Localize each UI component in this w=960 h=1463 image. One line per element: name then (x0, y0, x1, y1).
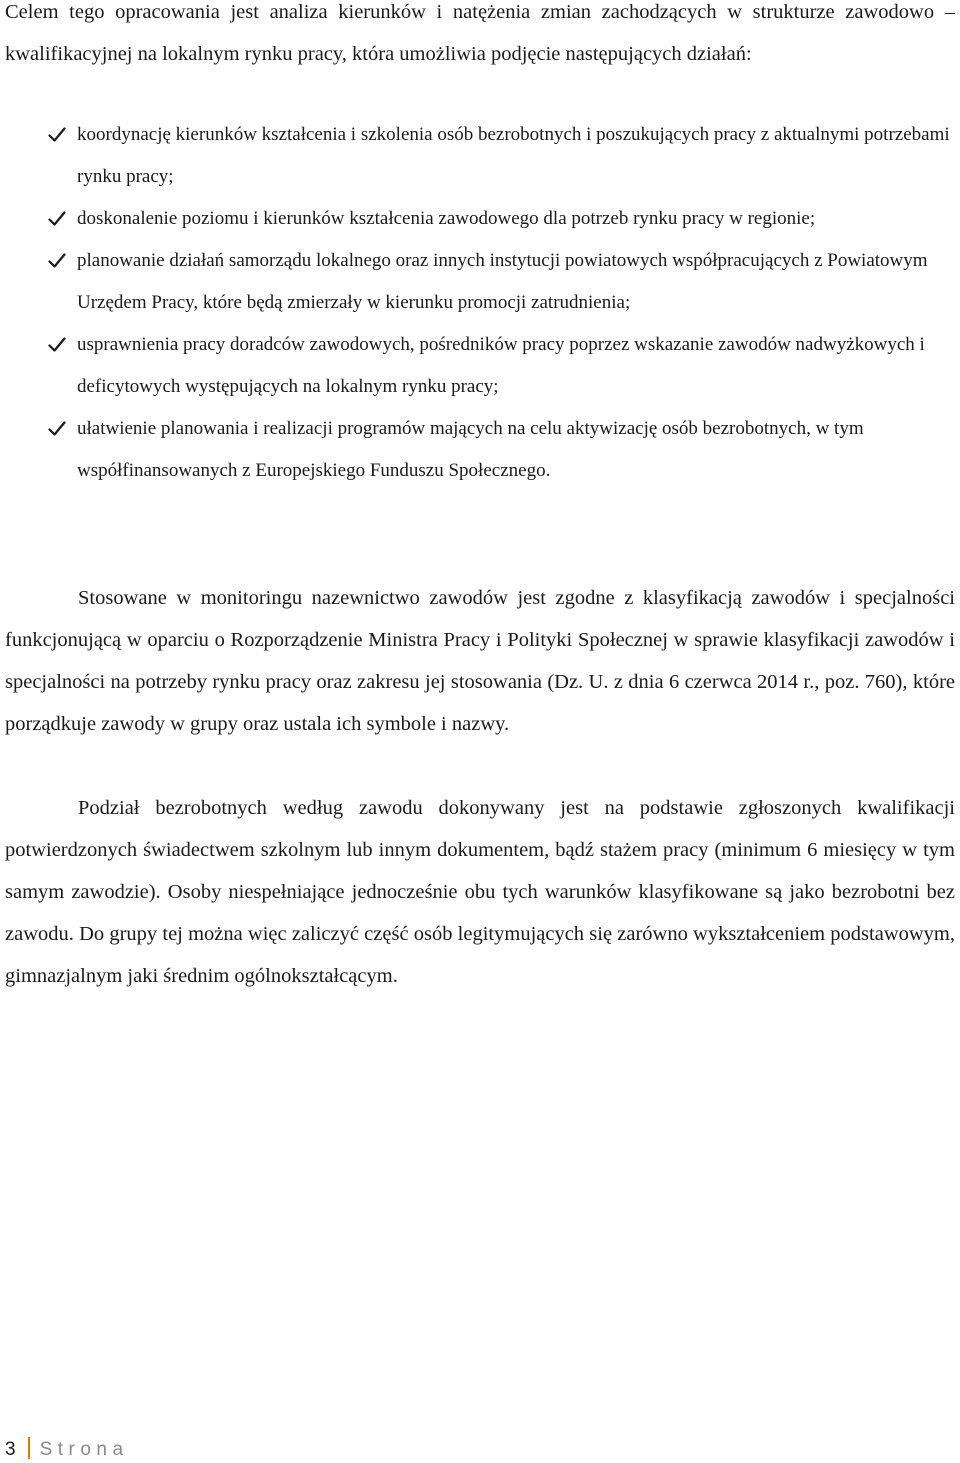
page-label: Strona (39, 1439, 129, 1460)
list-item (0, 114, 955, 198)
check-icon (46, 408, 68, 450)
page-number: 3 (5, 1439, 16, 1460)
check-icon (46, 324, 68, 366)
list-item-text: doskonalenie poziomu i kierunków kształcenia zawodowego dla potrzeb rynku pracy w regionie; (77, 208, 816, 229)
list-item-text: planowanie działań samorządu lokalnego oraz innych instytucji powiatowych współpracujących z Powiatowym Urzędem Pracy, które będą zmierzały w kierunku promocji zatrudnienia; (77, 250, 928, 313)
list-item (0, 324, 955, 408)
list-item (0, 408, 955, 492)
actions-list (0, 114, 955, 492)
check-icon (46, 198, 68, 240)
check-icon (46, 114, 68, 156)
list-item (0, 198, 955, 240)
page-footer (5, 1437, 129, 1462)
list-item-text: koordynację kierunków kształcenia i szkolenia osób bezrobotnych i poszukujących pracy z aktualnymi potrzebami rynku pracy; (77, 124, 950, 187)
list-item-text: ułatwienie planowania i realizacji programów mających na celu aktywizację osób bezrobotnych, w tym współfinansowanych z Europejskiego Funduszu Społecznego. (77, 418, 864, 481)
division-paragraph: Podział bezrobotnych według zawodu dokonywany jest na podstawie zgłoszonych kwalifikacji potwierdzonych świadectwem szkolnym lub innym dokumentem, bądź stażem pracy (minimum 6 miesięcy w tym samym zawodzie). Osoby niespełniające jednocześnie obu tych warunków klasyfikowane są jako bezrobotni bez zawodu. Do grupy tej można więc zaliczyć część osób legitymujących się zarówno wykształceniem podstawowym, gimnazjalnym jaki średnim ogólnokształcącym. (5, 797, 955, 987)
intro-paragraph: Celem tego opracowania jest analiza kierunków i natężenia zmian zachodzących w strukturze zawodowo – kwalifikacyjnej na lokalnym rynku pracy, która umożliwia podjęcie następujących działań: (5, 1, 955, 65)
list-item-text: usprawnienia pracy doradców zawodowych, pośredników pracy poprzez wskazanie zawodów nadwyżkowych i deficytowych występujących na lokalnym rynku pracy; (77, 334, 925, 397)
check-icon (46, 240, 68, 282)
list-item (0, 240, 955, 324)
footer-separator (28, 1437, 30, 1459)
classification-paragraph: Stosowane w monitoringu nazewnictwo zawodów jest zgodne z klasyfikacją zawodów i specjalności funkcjonującą w oparciu o Rozporządzenie Ministra Pracy i Polityki Społecznej w sprawie klasyfikacji zawodów i specjalności na potrzeby rynku pracy oraz zakresu jej stosowania (Dz. U. z dnia 6 czerwca 2014 r., poz. 760), które porządkuje zawody w grupy oraz ustala ich symbole i nazwy. (5, 587, 955, 735)
